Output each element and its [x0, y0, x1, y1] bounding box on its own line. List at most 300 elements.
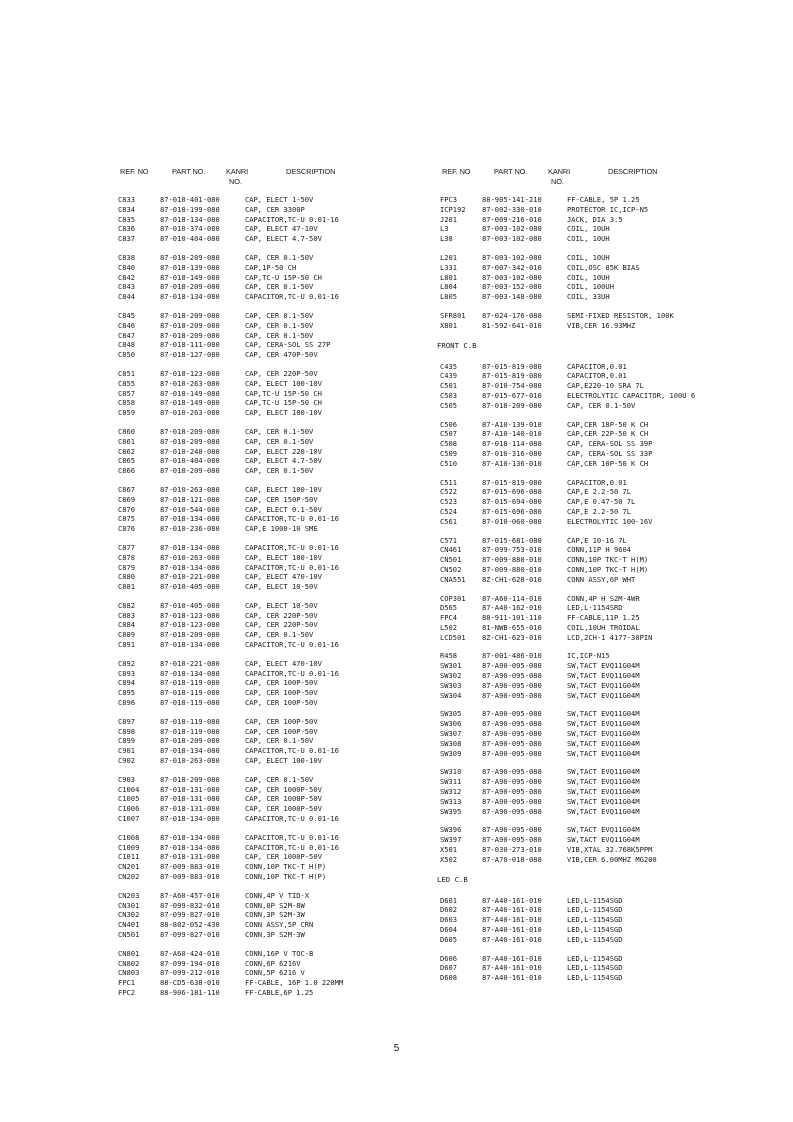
parts-row: [118, 582, 458, 592]
ref-no: C848: [118, 340, 136, 350]
description: CONN,4P H S2M-4WR: [567, 593, 640, 603]
description: CONN,3P S2M-3W: [245, 930, 305, 939]
part-no: 88-906-181-110: [160, 987, 220, 997]
ref-no: C865: [118, 456, 136, 466]
ref-no: C851: [118, 368, 136, 378]
header-part-no: PART NO.: [172, 167, 206, 176]
ref-no: C506: [440, 419, 458, 429]
description: CAP, CERA-SOL SS 39P: [567, 439, 653, 449]
part-no: 87-A90-095-080: [482, 787, 542, 797]
parts-row: [118, 495, 458, 505]
description: CAP, ELECT 470-10V: [245, 572, 322, 582]
ref-no: C1011: [118, 852, 140, 862]
description: CONN,4P V TID-X: [245, 890, 310, 900]
parts-row: [118, 756, 458, 766]
parts-row: [440, 845, 780, 855]
description: CAPACITOR,0.01: [567, 371, 627, 381]
parts-row: [118, 553, 458, 563]
part-no: 87-018-209-080: [160, 252, 220, 262]
ref-no: C877: [118, 542, 136, 552]
description: SW,TACT EVQ11G04M: [567, 835, 640, 845]
part-no: 87-018-209-080: [160, 310, 220, 320]
part-no: 87-010-754-080: [482, 381, 542, 391]
header-part-no: PART NO.: [494, 167, 528, 176]
parts-row: [440, 691, 780, 701]
parts-row: [118, 736, 458, 746]
parts-row: [440, 915, 780, 925]
description: CONN ASSY,5P CRN: [245, 920, 314, 930]
description: CAP, CER 0.1-50V: [245, 466, 314, 476]
part-no: 87-002-330-010: [482, 204, 542, 214]
ref-no: C523: [440, 497, 458, 507]
parts-row: [118, 398, 458, 408]
ref-no: C847: [118, 330, 136, 340]
ref-no: C508: [440, 439, 458, 449]
ref-no: J201: [440, 214, 458, 224]
parts-row: [440, 681, 780, 691]
part-no: 87-A90-095-080: [482, 690, 542, 700]
ref-no: L804: [440, 282, 458, 292]
description: CAP, CER 220P-50V: [245, 610, 318, 620]
part-no: 87-018-134-080: [160, 292, 220, 302]
description: COIL, 10UH: [567, 234, 610, 244]
part-no: 87-009-880-010: [482, 564, 542, 574]
description: SW,TACT EVQ11G04M: [567, 767, 640, 777]
parts-row: [118, 814, 458, 824]
part-no: 87-018-119-080: [160, 688, 220, 698]
parts-row: [118, 437, 458, 447]
description: CONN,16P V TOC-B: [245, 948, 314, 958]
ref-no: C850: [118, 350, 136, 360]
ref-no: C835: [118, 214, 136, 224]
ref-no: CN202: [118, 872, 140, 882]
part-no: 87-010-263-080: [160, 484, 220, 494]
parts-group: [118, 195, 458, 244]
description: FF-CABLE, 16P 1.0 220MM: [245, 978, 344, 988]
description: SW,TACT EVQ11G04M: [567, 787, 640, 797]
description: CAP, ELECT 47-10V: [245, 224, 318, 234]
description: SW,TACT EVQ11G04M: [567, 748, 640, 758]
part-no: 87-018-131-080: [160, 804, 220, 814]
parts-row: [118, 949, 458, 959]
parts-row: [440, 401, 780, 411]
parts-row: [440, 487, 780, 497]
ref-no: C867: [118, 484, 136, 494]
ref-no: C435: [440, 361, 458, 371]
ref-no: C844: [118, 292, 136, 302]
parts-group: [118, 659, 458, 708]
ref-no: C561: [440, 516, 458, 526]
part-no: 87-018-119-080: [160, 716, 220, 726]
ref-no: C1004: [118, 784, 140, 794]
part-no: 87-015-696-080: [482, 487, 542, 497]
parts-row: [440, 925, 780, 935]
description: CAP, CER 0.1-50V: [245, 736, 314, 746]
parts-group: [118, 775, 458, 824]
parts-group: [440, 767, 780, 816]
right-column: [437, 167, 780, 992]
parts-row: [118, 331, 458, 341]
description: LED,L-1154SRD: [567, 603, 623, 613]
parts-row: [440, 517, 780, 527]
parts-group: [118, 717, 458, 766]
description: CAP, CER 100P-50V: [245, 688, 318, 698]
part-no: 87-018-149-080: [160, 398, 220, 408]
ref-no: C896: [118, 698, 136, 708]
ref-no: L3: [440, 224, 449, 234]
parts-group: [440, 362, 780, 411]
parts-row: [440, 292, 780, 302]
description: LED,L-1154SGD: [567, 895, 623, 905]
part-no: 87-099-753-010: [482, 545, 542, 555]
ref-no: C834: [118, 204, 136, 214]
part-no: 87-A10-136-010: [482, 458, 542, 468]
ref-no: C505: [440, 400, 458, 410]
ref-no: SFR801: [440, 310, 466, 320]
ref-no: C860: [118, 426, 136, 436]
ref-no: C840: [118, 262, 136, 272]
description: CAP, ELECT 10-50V: [245, 600, 318, 610]
part-no: 87-010-263-080: [160, 756, 220, 766]
parts-row: [118, 959, 458, 969]
left-parts-list: [118, 195, 458, 998]
part-no: 87-009-883-010: [160, 872, 220, 882]
parts-row: [118, 563, 458, 573]
part-no: 87-018-131-080: [160, 794, 220, 804]
description: SW,TACT EVQ11G04M: [567, 796, 640, 806]
description: CAPACITOR,TC-U 0.01-16: [245, 514, 339, 524]
ref-no: C842: [118, 272, 136, 282]
parts-group: [440, 651, 780, 700]
part-no: 87-099-832-010: [160, 900, 220, 910]
ref-no: C881: [118, 582, 136, 592]
description: CAP, ELECT 220-10V: [245, 446, 322, 456]
parts-row: [440, 671, 780, 681]
parts-group: [118, 543, 458, 592]
part-no: 87-030-273-010: [482, 845, 542, 855]
part-no: 87-015-819-080: [482, 371, 542, 381]
ref-no: C902: [118, 756, 136, 766]
description: CAP, CER 1000P-50V: [245, 804, 322, 814]
ref-no: SW305: [440, 709, 462, 719]
ref-no: D602: [440, 905, 458, 915]
parts-row: [118, 524, 458, 534]
parts-row: [118, 611, 458, 621]
description: CAP,TC-U 15P-50 CH: [245, 398, 322, 408]
description: CAPACITOR,TC-U 0.01-16: [245, 832, 339, 842]
ref-no: L805: [440, 292, 458, 302]
ref-no: L38: [440, 234, 453, 244]
description: CAP, CER 0.1-50V: [245, 436, 314, 446]
part-no: 88-905-141-210: [482, 195, 542, 204]
parts-row: [118, 466, 458, 476]
description: CAP,TC-U 15P-50 CH: [245, 388, 322, 398]
description: CONN,3P S2M-3W: [245, 910, 305, 920]
parts-row: [118, 930, 458, 940]
parts-row: [118, 852, 458, 862]
description: CAP, ELECT 1-50V: [245, 195, 314, 204]
ref-no: C901: [118, 746, 136, 756]
part-no: 87-007-342-010: [482, 262, 542, 272]
parts-group: [118, 311, 458, 360]
parts-row: [118, 688, 458, 698]
part-no: 87-015-819-080: [482, 361, 542, 371]
parts-row: [118, 485, 458, 495]
part-no: 87-015-681-080: [482, 535, 542, 545]
ref-no: SW308: [440, 738, 462, 748]
parts-row: [118, 340, 458, 350]
ref-no: CN401: [118, 920, 140, 930]
ref-no: C870: [118, 504, 136, 514]
part-no: 87-018-134-080: [160, 214, 220, 224]
ref-no: L502: [440, 622, 458, 632]
part-no: 87-009-880-010: [482, 555, 542, 565]
section-title: LED C.B: [437, 874, 468, 884]
description: CAP,E220-10 SRA 7L: [567, 381, 644, 391]
part-no: 87-A90-095-080: [482, 729, 542, 739]
ref-no: SW397: [440, 835, 462, 845]
part-no: 87-A90-095-080: [482, 796, 542, 806]
ref-no: D565: [440, 603, 458, 613]
part-no: 87-018-209-080: [482, 400, 542, 410]
description: SW,TACT EVQ11G04M: [567, 738, 640, 748]
description: CAP, CER 0.1-50V: [245, 330, 314, 340]
parts-row: [118, 785, 458, 795]
description: CAP, CER 0.1-50V: [245, 774, 314, 784]
description: CAP, CER 150P-50V: [245, 494, 318, 504]
ref-no: CN203: [118, 890, 140, 900]
ref-no: C897: [118, 716, 136, 726]
ref-no: C1009: [118, 842, 140, 852]
part-no: 87-A90-095-080: [482, 748, 542, 758]
ref-no: SW396: [440, 825, 462, 835]
ref-no: SW309: [440, 748, 462, 758]
ref-no: C880: [118, 572, 136, 582]
part-no: 87-A40-161-010: [482, 963, 542, 973]
ref-no: CN801: [118, 948, 140, 958]
part-no: 87-010-405-080: [160, 582, 220, 592]
part-no: 87-015-819-080: [482, 477, 542, 487]
parts-row: [440, 651, 780, 661]
ref-no: SW312: [440, 787, 462, 797]
description: CAP,E 2.2-50 7L: [567, 506, 632, 516]
part-no: 87-018-123-080: [160, 368, 220, 378]
part-no: 87-A40-161-010: [482, 905, 542, 915]
part-no: 87-099-194-010: [160, 958, 220, 968]
ref-no: D608: [440, 973, 458, 983]
ref-no: CN501: [118, 930, 140, 939]
parts-row: [118, 968, 458, 978]
description: CONN,11P H 9604: [567, 545, 632, 555]
description: CAP, CER 220P-50V: [245, 368, 318, 378]
part-no: 87-A60-114-010: [482, 593, 542, 603]
ref-no: C898: [118, 726, 136, 736]
parts-row: [118, 794, 458, 804]
part-no: 87-003-102-080: [482, 224, 542, 234]
parts-row: [118, 389, 458, 399]
description: CAP, CER 100P-50V: [245, 726, 318, 736]
ref-no: SW306: [440, 719, 462, 729]
description: FF-CABLE, 5P 1.25: [567, 195, 640, 204]
ref-no: CN803: [118, 968, 140, 978]
part-no: 87-010-374-080: [160, 224, 220, 234]
ref-no: C503: [440, 390, 458, 400]
description: CAP,E 2.2-50 7L: [567, 487, 632, 497]
parts-row: [440, 449, 780, 459]
part-no: 87-018-199-080: [160, 204, 220, 214]
part-no: 87-010-221-080: [160, 658, 220, 668]
parts-row: [440, 195, 780, 205]
description: CAP, CER 0.1-50V: [245, 630, 314, 640]
parts-row: [118, 727, 458, 737]
description: CAP, CER 0.1-50V: [567, 400, 636, 410]
parts-group: [440, 536, 780, 585]
parts-row: [440, 905, 780, 915]
parts-group: [118, 833, 458, 882]
description: LED,L-1154SGD: [567, 963, 623, 973]
description: CAPACITOR,TC-U 0.01-16: [245, 292, 339, 302]
ref-no: C510: [440, 458, 458, 468]
ref-no: C838: [118, 252, 136, 262]
part-no: 87-A40-161-010: [482, 973, 542, 983]
description: CAP, ELECT 100-10V: [245, 484, 322, 494]
part-no: 87-A90-095-080: [482, 767, 542, 777]
ref-no: C509: [440, 448, 458, 458]
header-ref-no: REF. NO: [120, 167, 149, 176]
parts-row: [118, 350, 458, 360]
part-no: 88-CD5-638-010: [160, 978, 220, 988]
part-no: 87-010-404-080: [160, 234, 220, 244]
part-no: 87-010-263-080: [160, 378, 220, 388]
part-no: 87-018-119-080: [160, 726, 220, 736]
description: CAP,1P-50 CH: [245, 262, 297, 272]
parts-row: [118, 379, 458, 389]
ref-no: SW301: [440, 661, 462, 671]
part-no: 87-A90-095-080: [482, 825, 542, 835]
page-number: 5: [393, 1043, 400, 1054]
description: CAP, ELECT 0.1-50V: [245, 504, 322, 514]
parts-row: [118, 263, 458, 273]
part-no: 87-018-134-080: [160, 542, 220, 552]
part-no: 87-018-209-080: [160, 466, 220, 476]
parts-row: [118, 369, 458, 379]
description: CAPACITOR,0.01: [567, 361, 627, 371]
parts-row: [118, 447, 458, 457]
description: LED,L-1154SGD: [567, 934, 623, 944]
parts-group: [118, 949, 458, 998]
parts-row: [118, 988, 458, 998]
part-no: 87-A40-161-010: [482, 895, 542, 905]
ref-no: C875: [118, 514, 136, 524]
part-no: 87-A90-095-080: [482, 719, 542, 729]
parts-row: [440, 507, 780, 517]
header-kanri: KANRI: [548, 167, 571, 176]
part-no: 87-018-134-080: [160, 562, 220, 572]
description: CAPACITOR,TC-U 0.01-16: [245, 814, 339, 824]
part-no: 88-802-052-430: [160, 920, 220, 930]
ref-no: SW310: [440, 767, 462, 777]
description: CAP, ELECT 10-50V: [245, 582, 318, 592]
ref-no: D606: [440, 953, 458, 963]
ref-no: SW302: [440, 671, 462, 681]
description: SW,TACT EVQ11G04M: [567, 806, 640, 816]
header-kanri-no: NO.: [551, 177, 564, 186]
ref-no: X501: [440, 845, 458, 855]
part-no: 87-099-827-010: [160, 930, 220, 939]
description: LCD,2CH-1 4177-30PIN: [567, 632, 653, 642]
part-no: 87-099-212-010: [160, 968, 220, 978]
ref-no: C894: [118, 678, 136, 688]
parts-row: [118, 505, 458, 515]
description: SW,TACT EVQ11G04M: [567, 709, 640, 719]
parts-group: [440, 478, 780, 527]
parts-row: [440, 739, 780, 749]
description: CAP, CER 100P-50V: [245, 678, 318, 688]
description: CAP, CER 100P-50V: [245, 716, 318, 726]
ref-no: C1006: [118, 804, 140, 814]
description: FF-CABLE,11P 1.25: [567, 613, 640, 623]
ref-no: C836: [118, 224, 136, 234]
ref-no: SW303: [440, 680, 462, 690]
parts-row: [118, 572, 458, 582]
ref-no: L331: [440, 262, 458, 272]
description: CAPACITOR,TC-U 0.01-16: [245, 746, 339, 756]
part-no: 87-010-221-080: [160, 572, 220, 582]
parts-row: [118, 543, 458, 553]
part-no: 87-010-405-080: [160, 600, 220, 610]
part-no: 81-NWB-655-010: [482, 622, 542, 632]
ref-no: CN302: [118, 910, 140, 920]
ref-no: C511: [440, 477, 458, 487]
description: CAPACITOR,TC-U 0.01-16: [245, 214, 339, 224]
parts-row: [440, 719, 780, 729]
part-no: 87-A60-457-010: [160, 890, 220, 900]
parts-row: [440, 545, 780, 555]
ref-no: C524: [440, 506, 458, 516]
parts-row: [118, 804, 458, 814]
part-no: 87-018-209-080: [160, 426, 220, 436]
ref-no: C862: [118, 446, 136, 456]
parts-row: [440, 749, 780, 759]
part-no: 87-018-209-080: [160, 282, 220, 292]
description: LED,L-1154SGD: [567, 973, 623, 983]
header-description: DESCRIPTION: [608, 167, 658, 176]
parts-group: [440, 195, 780, 244]
ref-no: C858: [118, 398, 136, 408]
description: CAP, CER 470P-50V: [245, 350, 318, 360]
description: CONN,8P S2M-8W: [245, 900, 305, 910]
parts-row: [440, 825, 780, 835]
ref-no: FPC4: [440, 613, 458, 623]
parts-row: [118, 659, 458, 669]
description: CAP,E 10-16 7L: [567, 535, 627, 545]
ref-no: CN501: [440, 555, 462, 565]
parts-row: [440, 661, 780, 671]
ref-no: C571: [440, 535, 458, 545]
part-no: 87-003-102-080: [482, 272, 542, 282]
description: CONN,10P TKC-T H(P): [245, 862, 327, 872]
part-no: 87-018-131-080: [160, 784, 220, 794]
description: LED,L-1154SGD: [567, 905, 623, 915]
part-no: 87-018-149-080: [160, 388, 220, 398]
parts-group: [118, 891, 458, 940]
part-no: 87-018-209-080: [160, 774, 220, 784]
ref-no: SW313: [440, 796, 462, 806]
parts-group: [440, 594, 780, 643]
description: COIL,OSC 85K BIAS: [567, 262, 640, 272]
part-no: 87-A90-095-080: [482, 738, 542, 748]
parts-row: [440, 623, 780, 633]
